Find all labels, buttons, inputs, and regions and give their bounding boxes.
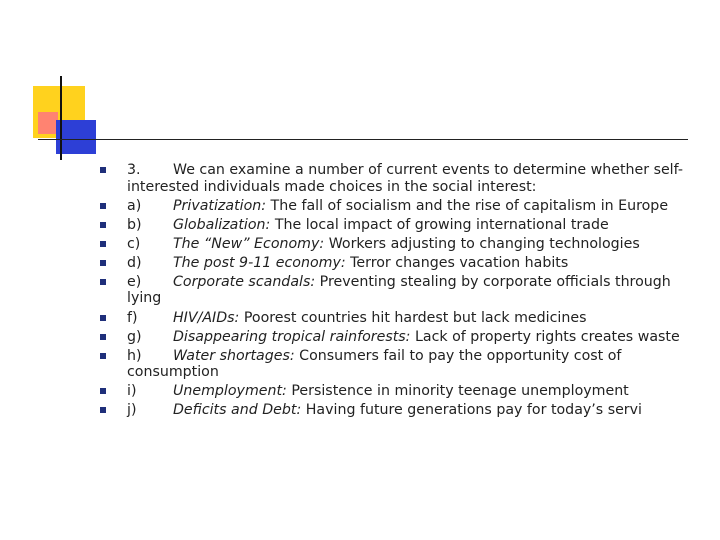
decor-red-square <box>38 112 58 134</box>
square-bullet-icon <box>100 203 106 209</box>
item-label: c) <box>127 235 141 252</box>
item-text: Having future generations pay for today’s servi <box>305 402 642 419</box>
square-bullet-icon <box>100 167 106 173</box>
square-bullet-icon <box>100 407 106 413</box>
square-bullet-icon <box>100 388 106 394</box>
list-item <box>100 198 690 215</box>
item-text: The fall of socialism and the rise of capitalism in Europe <box>270 197 669 214</box>
item-text: Terror changes vacation habits <box>350 254 569 271</box>
title-divider-line <box>38 139 688 140</box>
item-text: Lack of property rights creates waste <box>414 328 680 345</box>
list-item <box>100 310 690 327</box>
list-item <box>100 402 690 419</box>
item-heading: HIV/AIDs: <box>173 309 240 326</box>
item-heading: Unemployment: <box>173 383 287 400</box>
bullet-list <box>100 162 690 422</box>
item-label: g) <box>127 328 142 345</box>
list-item <box>100 348 690 381</box>
square-bullet-icon <box>100 353 106 359</box>
square-bullet-icon <box>100 241 106 247</box>
item-heading: Deficits and Debt: <box>173 402 302 419</box>
item-label: e) <box>127 273 142 290</box>
item-heading: Water shortages: <box>173 347 295 364</box>
item-heading: The “New” Economy: <box>173 235 325 252</box>
item-heading: Corporate scandals: <box>173 273 316 290</box>
square-bullet-icon <box>100 279 106 285</box>
item-label: 3. <box>127 162 141 178</box>
item-label: h) <box>127 347 142 364</box>
list-item <box>100 274 690 307</box>
list-item <box>100 329 690 346</box>
list-item-intro <box>100 162 690 195</box>
list-item <box>100 236 690 253</box>
item-heading: Disappearing tropical rainforests: <box>173 328 411 345</box>
item-text: The local impact of growing international trade <box>274 216 609 233</box>
decor-vertical-line <box>60 76 62 160</box>
item-text: We can examine a number of current events to determine whether self-interested individuals made choices in the social interest: <box>127 162 683 195</box>
item-text: Preventing stealing by corporate officials through lying <box>127 273 671 307</box>
item-label: d) <box>127 254 142 271</box>
item-label: i) <box>127 383 137 400</box>
item-label: b) <box>127 216 142 233</box>
item-text: Persistence in minority teenage unemployment <box>291 383 629 400</box>
item-heading: Globalization: <box>173 216 271 233</box>
item-text: Workers adjusting to changing technologies <box>328 235 640 252</box>
square-bullet-icon <box>100 334 106 340</box>
square-bullet-icon <box>100 260 106 266</box>
item-label: j) <box>127 402 137 419</box>
square-bullet-icon <box>100 222 106 228</box>
decor-blue-square <box>56 120 96 154</box>
item-text: Poorest countries hit hardest but lack medicines <box>243 309 587 326</box>
item-heading: The post 9-11 economy: <box>173 254 346 271</box>
item-heading: Privatization: <box>173 197 267 214</box>
list-item <box>100 383 690 400</box>
list-item <box>100 255 690 272</box>
square-bullet-icon <box>100 315 106 321</box>
item-label: f) <box>127 309 138 326</box>
list-item <box>100 217 690 234</box>
item-label: a) <box>127 197 142 214</box>
item-text: Consumers fail to pay the opportunity cost of consumption <box>127 347 622 381</box>
